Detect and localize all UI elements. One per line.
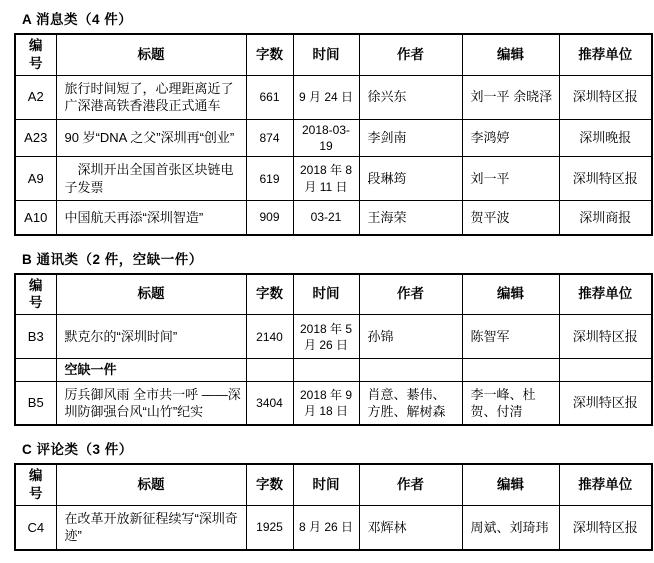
cell-author: 段琳筠: [359, 157, 462, 201]
cell-id: A23: [15, 119, 56, 156]
cell-time: 2018 年 8 月 11 日: [293, 157, 359, 201]
col-header-words: 字数: [246, 274, 293, 315]
section-c-title: C 评论类（3 件）: [22, 442, 133, 458]
cell-author: 肖意、綦伟、方胜、解树森: [359, 381, 462, 425]
cell-unit: 深圳特区报: [559, 157, 652, 201]
col-header-id: 编号: [15, 274, 56, 315]
col-header-time: 时间: [293, 464, 359, 505]
empty-cell: [15, 359, 56, 382]
table-row: [15, 201, 652, 235]
cell-id: B5: [15, 381, 56, 425]
table-row: [15, 119, 652, 156]
table-row: [15, 315, 652, 359]
cell-title: 旅行时间短了，心理距离近了 广深港高铁香港段正式通车: [56, 75, 246, 119]
table-row: [15, 506, 652, 550]
cell-time: 8 月 26 日: [293, 506, 359, 550]
col-header-title: 标题: [56, 464, 246, 505]
cell-time: 03-21: [293, 201, 359, 235]
col-header-words: 字数: [246, 464, 293, 505]
cell-author: 邓辉林: [359, 506, 462, 550]
cell-unit: 深圳商报: [559, 201, 652, 235]
section-a-title: A 消息类（4 件）: [22, 12, 133, 27]
col-header-id: 编号: [15, 464, 56, 505]
cell-title: 在改革开放新征程续写“深圳奇迹”: [56, 506, 246, 550]
col-header-title: 标题: [56, 34, 246, 75]
cell-id: C4: [15, 506, 56, 550]
col-header-unit: 推荐单位: [559, 34, 652, 75]
col-header-unit: 推荐单位: [559, 274, 652, 315]
col-header-unit: 推荐单位: [559, 464, 652, 505]
empty-cell: [246, 359, 293, 382]
cell-words: 2140: [246, 315, 293, 359]
col-header-words: 字数: [246, 34, 293, 75]
cell-unit: 深圳晚报: [559, 119, 652, 156]
cell-title: 厉兵御风雨 全市共一呼 ——深圳防御强台风“山竹”纪实: [56, 381, 246, 425]
cell-editor: 李一峰、杜贺、付清: [462, 381, 559, 425]
section-b-title: B 通讯类（2 件，空缺一件）: [22, 251, 203, 267]
cell-title: 中国航天再添“深圳智造”: [56, 201, 246, 235]
vacant-label: 空缺一件: [56, 359, 246, 382]
table-row: [15, 381, 652, 425]
empty-cell: [293, 359, 359, 382]
vacant-row: [15, 359, 652, 382]
cell-words: 1925: [246, 506, 293, 550]
cell-words: 909: [246, 201, 293, 235]
cell-unit: 深圳特区报: [559, 506, 652, 550]
cell-title: 默克尔的“深圳时间”: [56, 315, 246, 359]
cell-id: B3: [15, 315, 56, 359]
empty-cell: [462, 359, 559, 382]
col-header-author: 作者: [359, 464, 462, 505]
col-header-id: 编号: [15, 34, 56, 75]
col-header-author: 作者: [359, 34, 462, 75]
cell-author: 王海荣: [359, 201, 462, 235]
cell-title: 90 岁“DNA 之父”深圳再“创业”: [56, 119, 246, 156]
cell-time: 2018-03-19: [293, 119, 359, 156]
col-header-editor: 编辑: [462, 274, 559, 315]
cell-words: 874: [246, 119, 293, 156]
table-row: [15, 75, 652, 119]
cell-editor: 李鸿婷: [462, 119, 559, 156]
col-header-editor: 编辑: [462, 34, 559, 75]
col-header-editor: 编辑: [462, 464, 559, 505]
cell-editor: 周斌、刘琦玮: [462, 506, 559, 550]
table-comments: [14, 463, 653, 550]
table-row: [15, 157, 652, 201]
col-header-time: 时间: [293, 274, 359, 315]
cell-words: 3404: [246, 381, 293, 425]
cell-author: 李剑南: [359, 119, 462, 156]
col-header-title: 标题: [56, 274, 246, 315]
cell-words: 619: [246, 157, 293, 201]
cell-unit: 深圳特区报: [559, 381, 652, 425]
section-comments: [14, 438, 651, 550]
cell-editor: 刘一平: [462, 157, 559, 201]
empty-cell: [359, 359, 462, 382]
col-header-author: 作者: [359, 274, 462, 315]
cell-title: 深圳开出全国首张区块链电子发票: [56, 157, 246, 201]
cell-time: 9 月 24 日: [293, 75, 359, 119]
table-header-row: [15, 274, 652, 315]
section-reports: [14, 248, 651, 427]
cell-editor: 陈智军: [462, 315, 559, 359]
cell-words: 661: [246, 75, 293, 119]
cell-time: 2018 年 5 月 26 日: [293, 315, 359, 359]
table-header-row: [15, 464, 652, 505]
cell-unit: 深圳特区报: [559, 315, 652, 359]
table-reports: [14, 273, 653, 427]
cell-time: 2018 年 9 月 18 日: [293, 381, 359, 425]
col-header-time: 时间: [293, 34, 359, 75]
cell-author: 徐兴东: [359, 75, 462, 119]
cell-editor: 刘一平 余晓泽: [462, 75, 559, 119]
table-header-row: [15, 34, 652, 75]
cell-id: A2: [15, 75, 56, 119]
table-messages: [14, 33, 653, 236]
cell-id: A9: [15, 157, 56, 201]
cell-id: A10: [15, 201, 56, 235]
cell-unit: 深圳特区报: [559, 75, 652, 119]
empty-cell: [559, 359, 652, 382]
section-messages: [14, 8, 651, 236]
cell-author: 孙锦: [359, 315, 462, 359]
cell-editor: 贺平波: [462, 201, 559, 235]
